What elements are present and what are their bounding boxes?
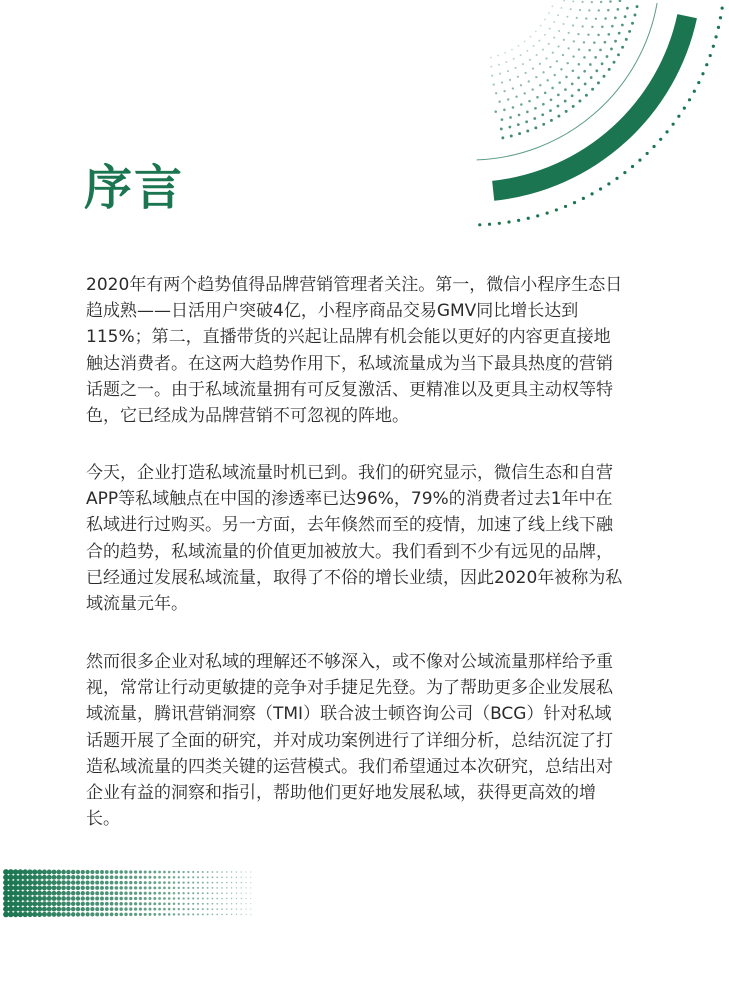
page-title: 序言 <box>84 160 185 216</box>
intro-paragraph-1: 2020年有两个趋势值得品牌营销管理者关注。第一，微信小程序生态日趋成熟——日活用户突破4亿，小程序商品交易GMV同比增长达到115%；第二，直播带货的兴起让品牌有机会能以更好的内容更直接地触达消费者。在这两大趋势作用下，私域流量成为当下最具热度的营销话题之一。由于私域流量拥有可反复激活、更精准以及更具主动权等特色，它已经成为品牌营销不可忽视的阵地。 <box>86 275 623 427</box>
intro-paragraph-3: 然而很多企业对私域的理解还不够深入，或不像对公域流量那样给予重视，常常让行动更敏捷的竞争对手捷足先登。为了帮助更多企业发展私域流量，腾讯营销洞察（TMI）联合波士顿咨询公司（BCG）针对私域话题开展了全面的研究，并对成功案例进行了详细分析，总结沉淀了打造私域流量的四类关键的运营模式。我们希望通过本次研究，总结出对企业有益的洞察和指引，帮助他们更好地发展私域，获得更高效的增长。 <box>86 652 613 830</box>
decorative-dot-grid <box>0 868 260 920</box>
intro-paragraph-2: 今天，企业打造私域流量时机已到。我们的研究显示，微信生态和自营APP等私域触点在中国的渗透率已达96%，79%的消费者过去1年中在私域进行过购买。另一方面，去年倏然而至的疫情，加速了线上线下融合的趋势，私域流量的价值更加被放大。我们看到不少有远见的品牌，已经通过发展私域流量，取得了不俗的增长业绩，因此2020年被称为私域流量元年。 <box>86 463 623 615</box>
